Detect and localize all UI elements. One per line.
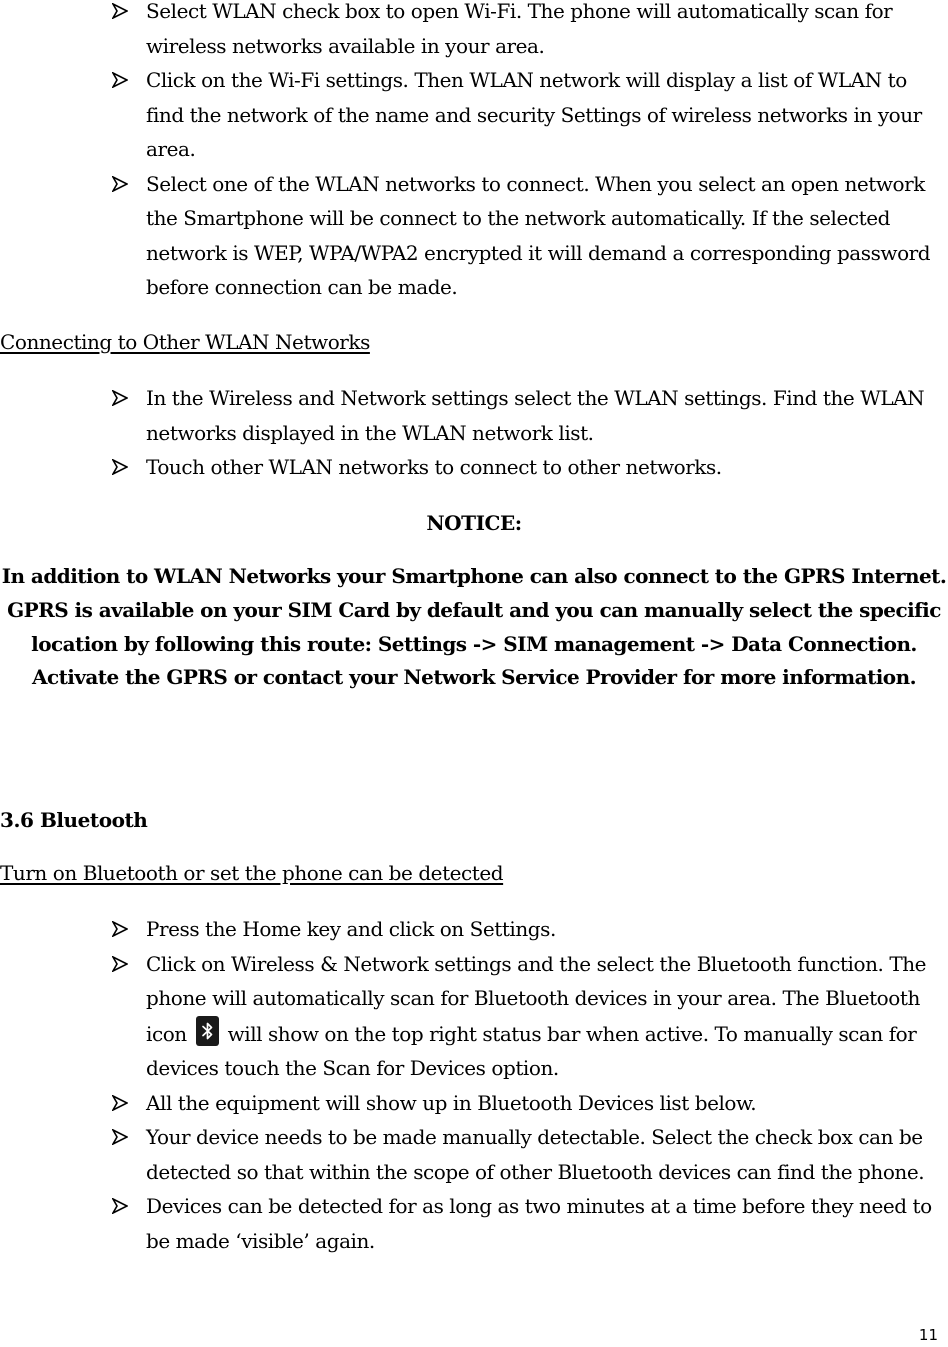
list-item (112, 0, 942, 63)
page-number: 11 (918, 1326, 938, 1344)
other-networks-bullet-list (112, 381, 942, 485)
list-item (112, 947, 942, 1086)
other-networks-heading: Connecting to Other WLAN Networks (0, 330, 370, 354)
bullet-text: Your device needs to be made manually detectable. Select the check box can be detected so that within the scope of other Bluetooth devices can find the phone. (146, 1125, 925, 1184)
bullet-text: In the Wireless and Network settings select the WLAN settings. Find the WLAN networks displayed in the WLAN network list. (146, 386, 925, 445)
list-item (112, 63, 942, 167)
bullet-text: Touch other WLAN networks to connect to other networks. (146, 455, 722, 479)
notice-title: NOTICE: (426, 511, 522, 535)
wlan-bullet-list (112, 0, 942, 305)
bullet-text: Press the Home key and click on Settings. (146, 917, 556, 941)
arrow-bullet-icon (112, 0, 128, 29)
bluetooth-icon (196, 1016, 219, 1046)
bullet-text: Select WLAN check box to open Wi-Fi. The phone will automatically scan for wireless networks available in your area. (146, 0, 893, 58)
bullet-text: Devices can be detected for as long as two minutes at a time before they need to be made ‘visible’ again. (146, 1194, 932, 1253)
list-item (112, 381, 942, 450)
list-item (112, 167, 942, 305)
arrow-bullet-icon (112, 1189, 128, 1224)
arrow-bullet-icon (112, 381, 128, 416)
list-item (112, 1120, 942, 1189)
arrow-bullet-icon (112, 167, 128, 202)
arrow-bullet-icon (112, 912, 128, 947)
section-title: 3.6 Bluetooth (0, 808, 148, 832)
bluetooth-bullet-list (112, 912, 942, 1258)
arrow-bullet-icon (112, 947, 128, 982)
list-item (112, 1189, 942, 1258)
arrow-bullet-icon (112, 450, 128, 485)
list-item (112, 912, 942, 947)
list-item (112, 1086, 942, 1121)
arrow-bullet-icon (112, 63, 128, 98)
bullet-text: Select one of the WLAN networks to connect. When you select an open network the Smartphone will be connect to the network automatically. If the selected network is WEP, WPA/WPA2 encrypted it will demand a corresponding password before connection can be made. (146, 171, 931, 299)
bullet-text: Click on Wireless & Network settings and the select the Bluetooth function. The phone will automatically scan for Bluetooth devices in your area. The Bluetooth icon (146, 951, 927, 1046)
list-item (112, 450, 942, 485)
bluetooth-subheading: Turn on Bluetooth or set the phone can be detected (0, 861, 504, 885)
bullet-text: Click on the Wi-Fi settings. Then WLAN network will display a list of WLAN to find the network of the name and security Settings of wireless networks in your area. (146, 68, 922, 161)
bullet-text: All the equipment will show up in Bluetooth Devices list below. (146, 1090, 757, 1115)
arrow-bullet-icon (112, 1120, 128, 1155)
notice-body: In addition to WLAN Networks your Smartphone can also connect to the GPRS Internet. GPRS is available on your SIM Card by default and you can manually select the specific location by following this route: Settings -> SIM management -> Data Connection. Activate the GPRS or contact your Network Service Provider for more information. (1, 564, 947, 690)
bullet-text: will show on the top right status bar when active. To manually scan for devices touch the Scan for Devices option. (146, 1021, 917, 1080)
arrow-bullet-icon (112, 1086, 128, 1121)
